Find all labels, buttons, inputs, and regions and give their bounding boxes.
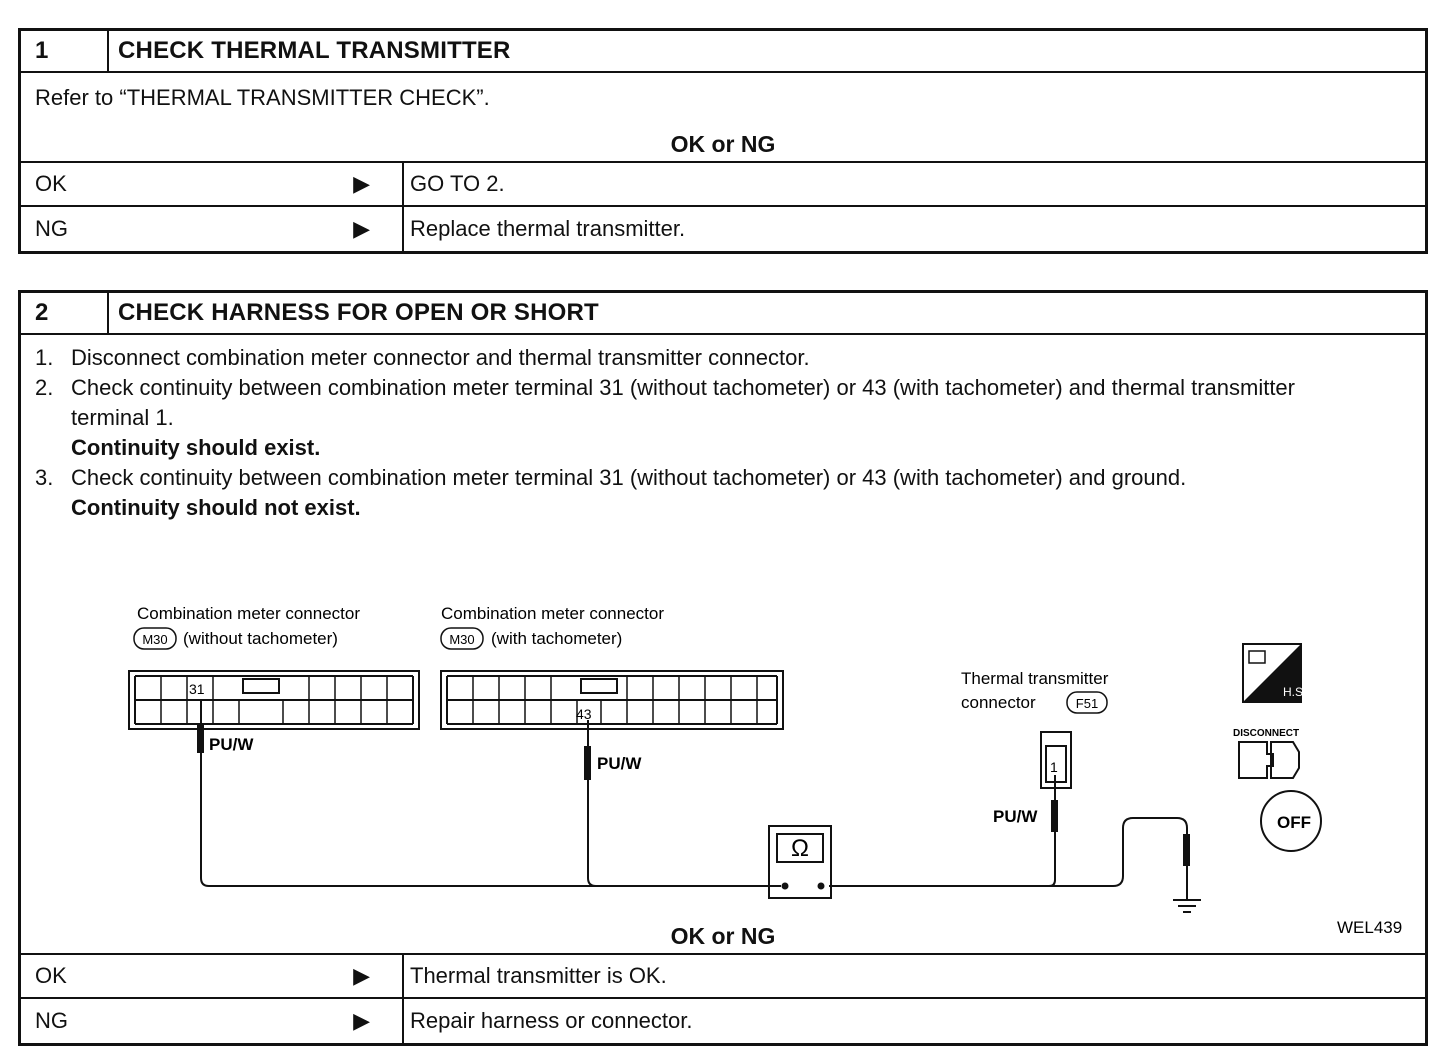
- arrow-right-icon: ▶: [353, 216, 370, 241]
- step1-title: CHECK THERMAL TRANSMITTER: [118, 37, 511, 64]
- result-action: Replace thermal transmitter.: [410, 216, 686, 241]
- requirement-text: Continuity should exist.: [71, 435, 321, 460]
- step1-ok-or-ng: OK or NG: [670, 131, 776, 157]
- result-key: NG: [35, 1008, 68, 1033]
- conn3-id: F51: [1075, 696, 1099, 711]
- step2-title: CHECK HARNESS FOR OPEN OR SHORT: [118, 299, 599, 326]
- conn1-terminal: 31: [189, 681, 205, 697]
- result-action: Thermal transmitter is OK.: [410, 963, 667, 988]
- arrow-right-icon: ▶: [353, 1008, 370, 1033]
- instruction-item: 2. Check continuity between combination meter terminal 31 (without tachometer) or 43 (with tachometer) and thermal transmitter terminal 1. Continuity should exist.: [21, 373, 1365, 463]
- conn1-wire: PU/W: [209, 735, 254, 754]
- ohm-icon: Ω: [791, 835, 809, 862]
- step1-number: 1: [21, 31, 109, 71]
- conn2-title: Combination meter connector: [441, 604, 665, 623]
- ignition-off-icon: OFF: [1277, 813, 1311, 832]
- step1-result-ok: [21, 163, 1425, 207]
- arrow-right-icon: ▶: [353, 171, 370, 196]
- step1-box: [18, 28, 1428, 254]
- step2-number: 2: [21, 293, 109, 333]
- conn1-title: Combination meter connector: [137, 604, 361, 623]
- result-key: NG: [35, 216, 68, 241]
- step1-result-ng: [21, 207, 1425, 251]
- conn3-wire: PU/W: [993, 807, 1038, 826]
- result-key: OK: [35, 171, 67, 196]
- conn2-terminal: 43: [576, 706, 592, 722]
- conn1-note: (without tachometer): [183, 629, 338, 648]
- hs-icon: H.S.: [1283, 685, 1307, 699]
- step2-box: [18, 290, 1428, 1046]
- result-key: OK: [35, 963, 67, 988]
- figure-id: WEL439: [1337, 918, 1403, 937]
- conn2-note: (with tachometer): [491, 629, 623, 648]
- instruction-item: 1. Disconnect combination meter connector and thermal transmitter connector.: [35, 345, 810, 370]
- result-action: Repair harness or connector.: [410, 1008, 693, 1033]
- step1-body: [21, 73, 1425, 163]
- conn2-wire: PU/W: [597, 754, 642, 773]
- conn3-title: Thermal transmitter: [961, 669, 1109, 688]
- step2-header: [21, 293, 1425, 335]
- step2-body: [21, 335, 1425, 955]
- step2-instructions: [21, 343, 1365, 523]
- step2-ok-or-ng: OK or NG: [670, 923, 776, 949]
- step2-result-ng: [21, 999, 1425, 1043]
- instruction-item: 3. Check continuity between combination meter terminal 31 (without tachometer) or 43 (with tachometer) and ground. Continuity should not exist.: [21, 463, 1365, 523]
- step1-instruction: Refer to “THERMAL TRANSMITTER CHECK”.: [35, 85, 490, 110]
- conn2-id: M30: [449, 632, 475, 647]
- step1-header: [21, 31, 1425, 73]
- wiring-diagram: [21, 560, 1425, 960]
- conn3-terminal: 1: [1050, 759, 1058, 775]
- arrow-right-icon: ▶: [353, 963, 370, 988]
- disconnect-icon: DISCONNECT: [1233, 728, 1300, 739]
- result-action: GO TO 2.: [410, 171, 505, 196]
- conn1-id: M30: [142, 632, 168, 647]
- requirement-text: Continuity should not exist.: [71, 495, 361, 520]
- step2-result-ok: [21, 955, 1425, 999]
- conn3-label: connector: [961, 693, 1036, 712]
